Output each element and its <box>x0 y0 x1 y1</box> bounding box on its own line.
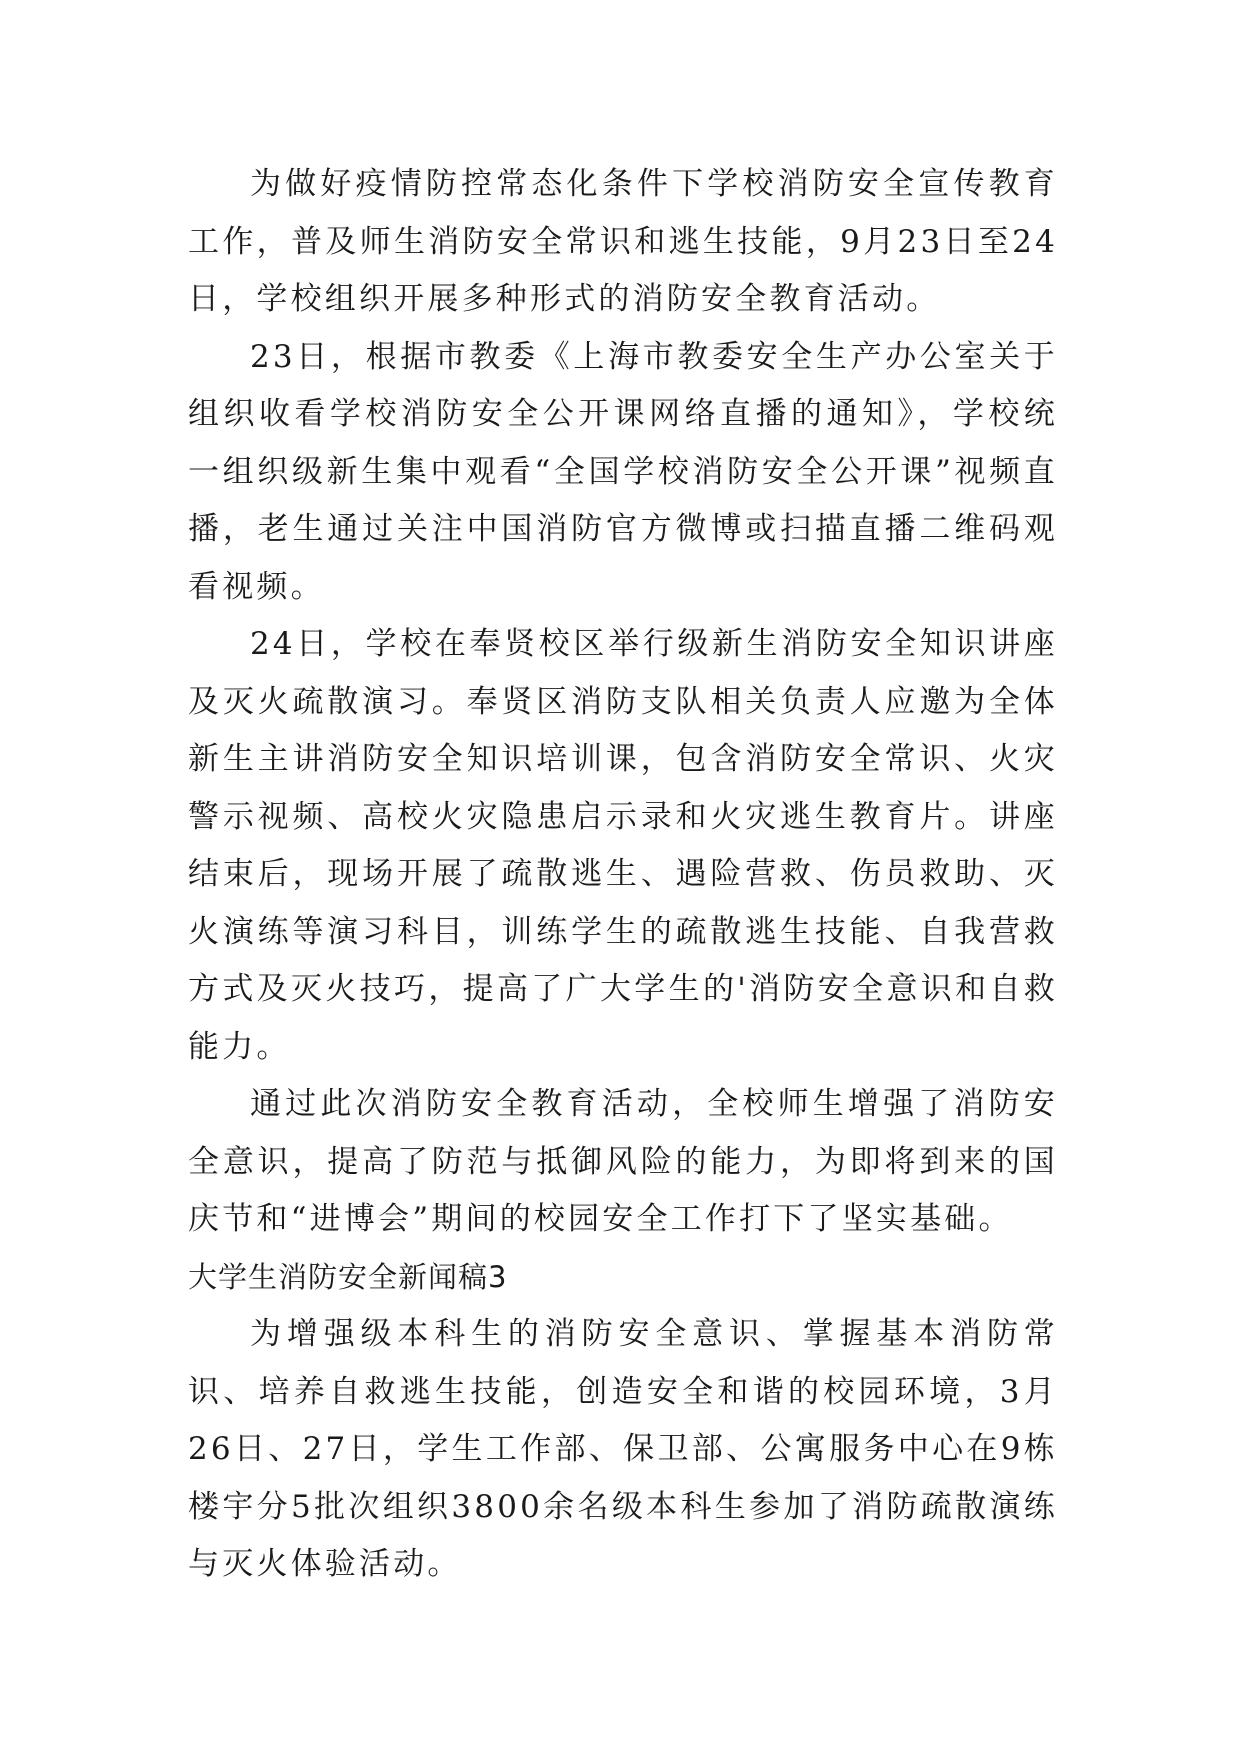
body-paragraph: 为做好疫情防控常态化条件下学校消防安全宣传教育工作，普及师生消防安全常识和逃生技能，9月23日至24日，学校组织开展多种形式的消防安全教育活动。 <box>188 166 1058 317</box>
body-paragraph: 通过此次消防安全教育活动，全校师生增强了消防安全意识，提高了防范与抵御风险的能力，为即将到来的国庆节和“进博会”期间的校园安全工作打下了坚实基础。 <box>188 1086 1058 1237</box>
body-paragraph: 为增强级本科生的消防安全意识、掌握基本消防常识、培养自救逃生技能，创造安全和谐的校园环境，3月26日、27日，学生工作部、保卫部、公寓服务中心在9栋楼宇分5批次组织3800余名级本科生参加了消防疏散演练与灭火体验活动。 <box>188 1316 1058 1582</box>
section-heading: 大学生消防安全新闻稿3 <box>188 1259 508 1294</box>
body-paragraph: 23日，根据市教委《上海市教委安全生产办公室关于组织收看学校消防安全公开课网络直播的通知》，学校统一组织级新生集中观看“全国学校消防安全公开课”视频直播，老生通过关注中国消防官方微博或扫描直播二维码观看视频。 <box>188 338 1058 605</box>
body-paragraph: 24日，学校在奉贤校区举行级新生消防安全知识讲座及灭火疏散演习。奉贤区消防支队相关负责人应邀为全体新生主讲消防安全知识培训课，包含消防安全常识、火灾警示视频、高校火灾隐患启示录和火灾逃生教育片。讲座结束后，现场开展了疏散逃生、遇险营救、伤员救助、灭火演练等演习科目，训练学生的疏散逃生技能、自我营救方式及灭火技巧，提高了广大学生的'消防安全意识和自救能力。 <box>188 626 1058 1065</box>
document-body <box>188 156 1058 1594</box>
